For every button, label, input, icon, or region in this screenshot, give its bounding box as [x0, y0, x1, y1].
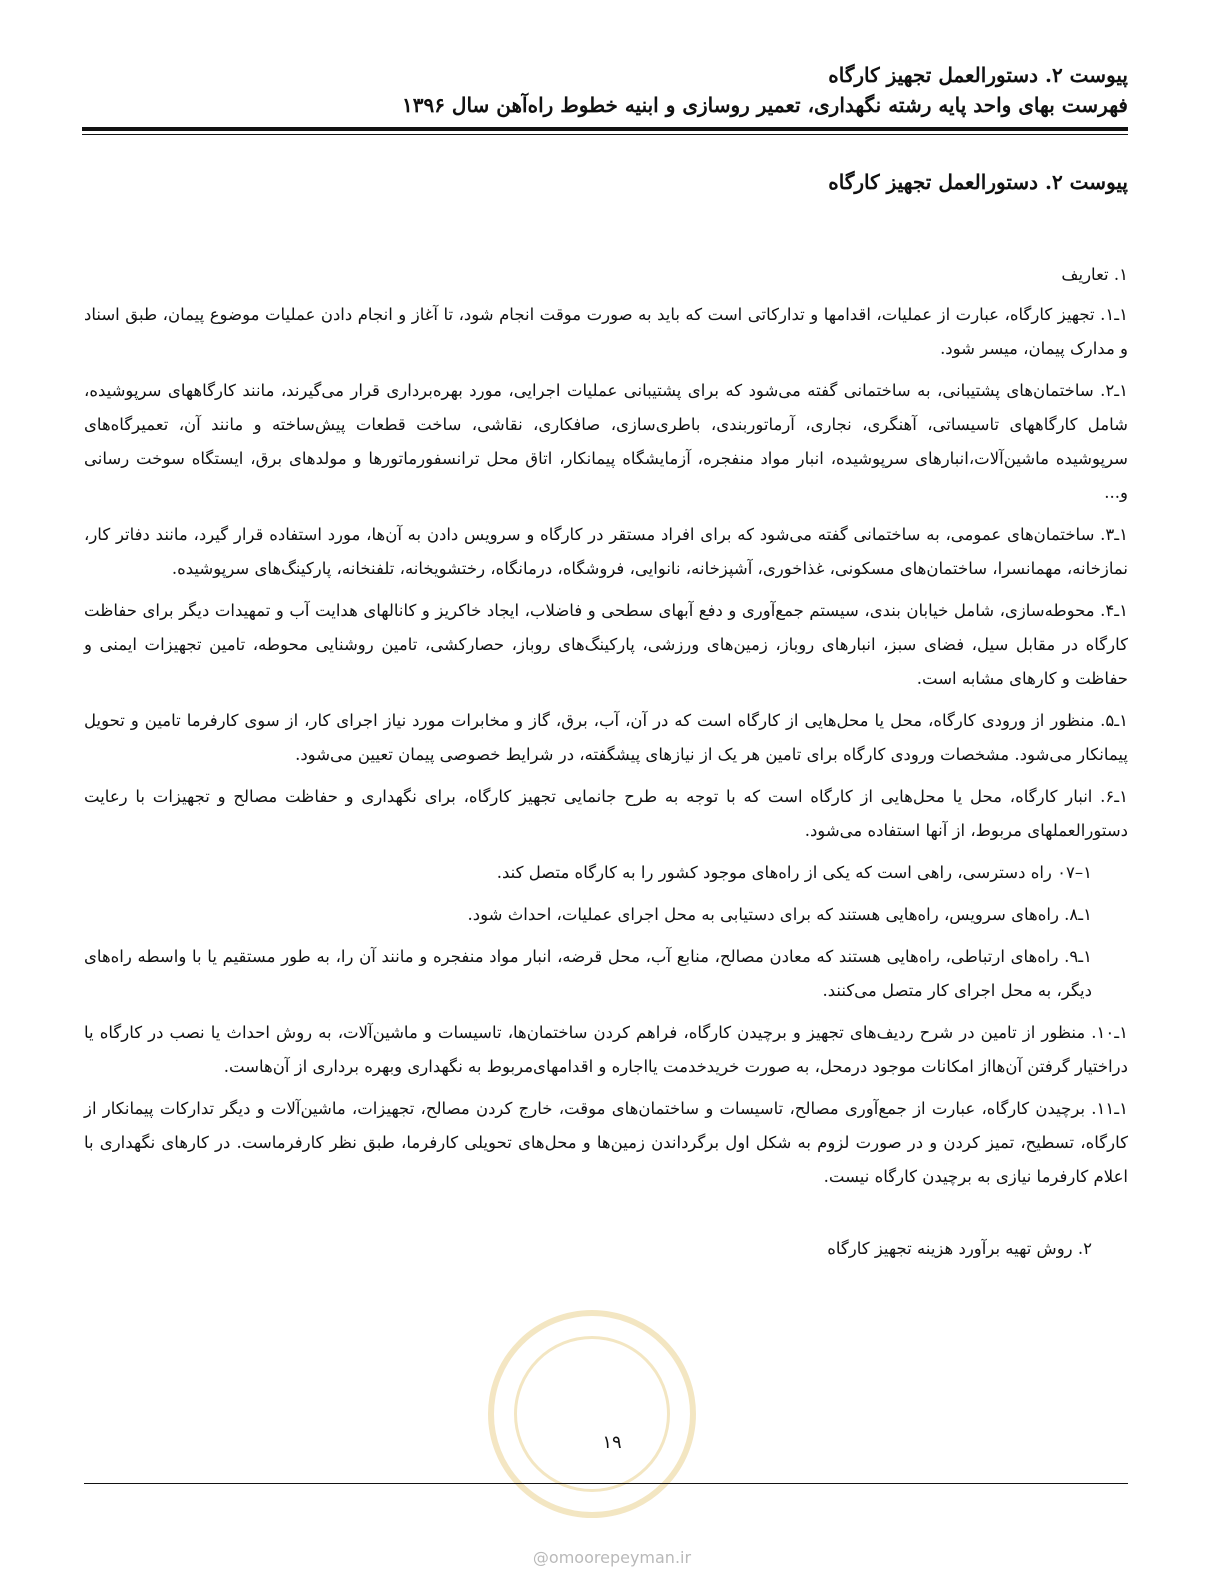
- header-divider-thick: [82, 127, 1128, 131]
- definition-1-1: ۱ـ۱. تجهیز کارگاه، عبارت از عملیات، اقدامها و تدارکاتی است که باید به صورت موقت انجام شود، تا آغاز و انجام دادن عملیات موضوع پیمان، طبق اسناد و مدارک پیمان، میسر شود.: [84, 305, 1128, 358]
- definition-1-6: ۱ـ۶. انبار کارگاه، محل یا محل‌هایی از کارگاه است که با توجه به طرح جانمایی تجهیز کارگاه، برای نگهداری و حفاظت مصالح و تجهیزات با رعایت دستورالعملهای مربوط، از آنها استفاده می‌شود.: [84, 787, 1128, 840]
- header-divider-thin: [82, 134, 1128, 135]
- header-document-title: فهرست بهای واحد پایه رشته نگهداری، تعمیر روسازی و ابنیه خطوط راه‌آهن سال ۱۳۹۶: [402, 93, 1128, 117]
- definition-1-8: ۱ـ۸. راه‌های سرویس، راه‌هایی هستند که برای دستیابی به محل اجرای عملیات، احداث شود.: [467, 905, 1092, 924]
- definition-1-10: ۱ـ۱۰. منظور از تامین در شرح ردیف‌های تجهیز و برچیدن کارگاه، فراهم کردن ساختمان‌ها، تاسیسات و ماشین‌آلات، به روش احداث یا نصب در کارگاه یا دراختیار گرفتن آن‌هااز امکانات موجود درمحل، به صورت خریدخدمت یااجاره و اقدامهای‌مربوط به نگهداری وبهره برداری از آن‌هاست.: [84, 1023, 1128, 1076]
- page-number: ۱۹: [602, 1432, 622, 1453]
- definition-1-3: ۱ـ۳. ساختمان‌های عمومی، به ساختمانی گفته می‌شود که برای افراد مستقر در کارگاه و سرویس دادن به آن‌ها، مورد استفاده قرار گیرد، مانند دفاتر کار، نمازخانه، مهمانسرا، ساختمان‌های مسکونی، غذاخوری، آشپزخانه، نانوایی، فروشگاه، درمانگاه، رختشویخانه، تلفنخانه، پارکینگ‌های سرپوشیده.: [84, 525, 1128, 578]
- definition-1-2: ۱ـ۲. ساختمان‌های پشتیبانی، به ساختمانی گفته می‌شود که برای پشتیبانی عملیات اجرایی، مورد بهره‌برداری قرار می‌گیرند، مانند کارگاههای سرپوشیده، شامل کارگاههای تاسیساتی، آهنگری، نجاری، آرماتوربندی، باطری‌سازی، صافکاری، نقاشی، ساخت قطعات پیش‌ساخته و مانند آن، تعمیرگاه‌های سرپوشیده ماشین‌آلات،انبارهای سرپوشیده، انبار مواد منفجره، آزمایشگاه پیمانکار، اتاق محل ترانسفورماتورها و مولدهای برق، ایستگاه سوخت رسانی و...: [84, 381, 1128, 502]
- page-header: [82, 60, 1128, 120]
- definition-1-4: ۱ـ۴. محوطه‌سازی، شامل خیابان بندی، سیستم جمع‌آوری و دفع آبهای سطحی و فاضلاب، ایجاد خاکریز و کانالهای هدایت آب و تمهیدات دیگر برای حفاظت کارگاه در مقابل سیل، فضای سبز، انبارهای روباز، زمین‌های ورزشی، پارکینگ‌های روباز، حصارکشی، تامین روشنایی محوطه، تامین تجهیزات ایمنی و حفاظت و کارهای مشابه است.: [84, 601, 1129, 688]
- definition-1-11: ۱ـ۱۱. برچیدن کارگاه، عبارت از جمع‌آوری مصالح، تاسیسات و ساختمان‌های موقت، خارج کردن مصالح، تجهیزات، ماشین‌آلات و دیگر تدارکات پیمانکار از کارگاه، تسطیح، تمیز کردن و در صورت لزوم به شکل اول برگرداندن زمین‌ها و محل‌های تحویلی کارفرما، طبق نظر کارفرماست. در کارهای نگهداری با اعلام کارفرما نیازی به برچیدن کارگاه نیست.: [84, 1099, 1128, 1186]
- footer-divider: [84, 1483, 1128, 1484]
- seal-inner-ring: [514, 1336, 670, 1492]
- definitions-heading: ۱. تعاریف: [1061, 265, 1128, 284]
- header-appendix-title: پیوست ۲. دستورالعمل تجهیز کارگاه: [828, 63, 1128, 87]
- source-watermark: @omoorepeyman.ir: [532, 1548, 692, 1567]
- definition-1-7: ۱–۰۷ راه دسترسی، راهی است که یکی از راه‌های موجود کشور را به کارگاه متصل کند.: [496, 863, 1092, 882]
- document-body: [84, 258, 1128, 1272]
- definition-1-9: ۱ـ۹. راه‌های ارتباطی، راه‌هایی هستند که معادن مصالح، منابع آب، محل قرضه، انبار مواد منفجره و مانند آن را، به طور مستقیم یا با واسطه راه‌های دیگر، به محل اجرای کار متصل می‌کنند.: [84, 947, 1092, 1000]
- publisher-seal-watermark: [488, 1310, 696, 1518]
- cost-estimate-heading: ۲. روش تهیه برآورد هزینه تجهیز کارگاه: [827, 1239, 1092, 1258]
- definition-1-5: ۱ـ۵. منظور از ورودی کارگاه، محل یا محل‌هایی از کارگاه است که در آن، آب، برق، گاز و مخابرات مورد نیاز اجرای کار، از سوی کارفرما تامین و تحویل پیمانکار می‌شود. مشخصات ورودی کارگاه برای تامین هر یک از نیازهای پیشگفته، در شرایط خصوصی پیمان تعیین می‌شود.: [84, 711, 1128, 764]
- section-title: پیوست ۲. دستورالعمل تجهیز کارگاه: [828, 170, 1128, 194]
